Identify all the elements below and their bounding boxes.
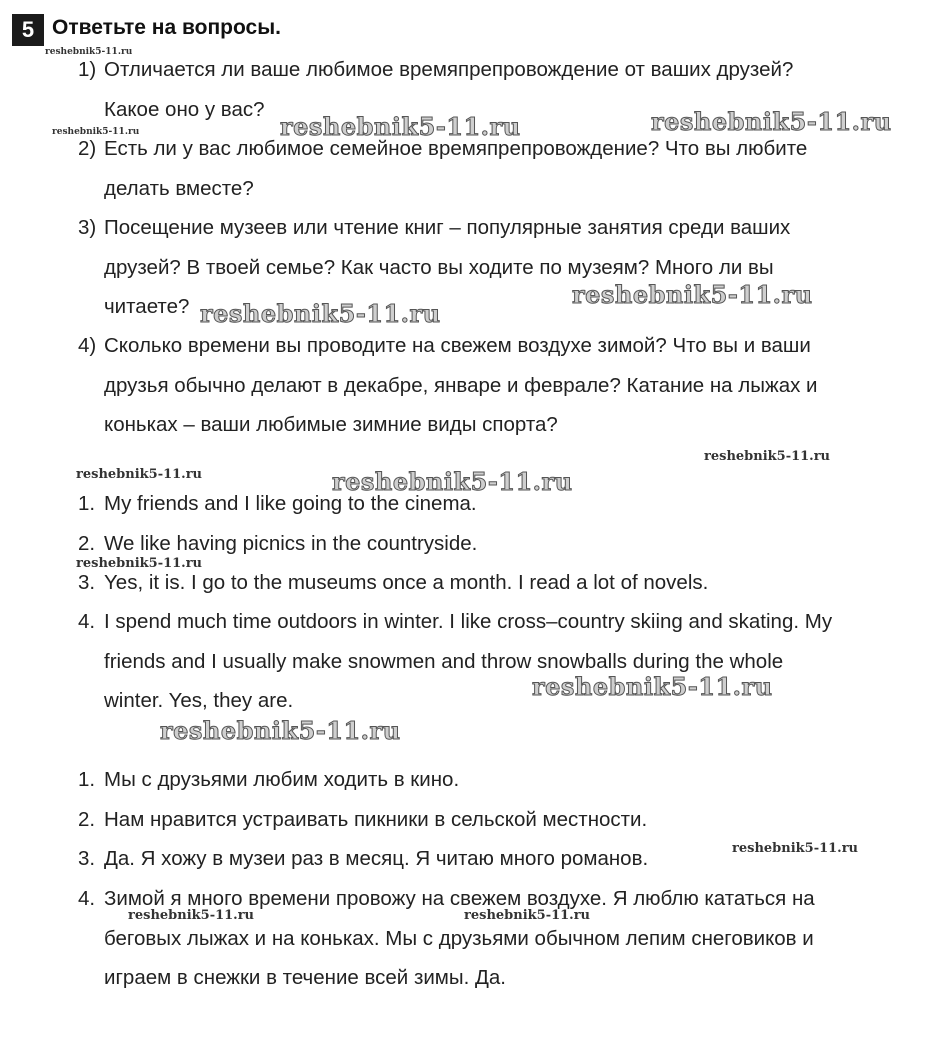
answer-number: 4. xyxy=(78,887,96,910)
watermark: reshebnik5-11.ru xyxy=(572,280,813,309)
watermark: reshebnik5-11.ru xyxy=(160,716,401,745)
watermark: reshebnik5-11.ru xyxy=(651,107,892,136)
watermark: reshebnik5-11.ru xyxy=(732,841,859,856)
answer-text: winter. Yes, they are. xyxy=(104,689,294,712)
answer-text: friends and I usually make snowmen and throw snowballs during the whole xyxy=(104,649,784,673)
watermark: reshebnik5-11.ru xyxy=(280,112,521,141)
watermark: reshebnik5-11.ru xyxy=(532,672,773,701)
answer-number: 2. xyxy=(78,532,96,555)
english-answer-4 xyxy=(78,602,916,721)
english-answer-2 xyxy=(78,524,916,564)
answer-text: My friends and I like going to the cinema. xyxy=(104,492,477,515)
answer-text: Да. Я хожу в музеи раз в месяц. Я читаю много романов. xyxy=(104,847,649,870)
answer-number: 4. xyxy=(78,610,96,633)
answer-number: 1. xyxy=(78,492,96,515)
answer-number: 1. xyxy=(78,768,96,791)
question-text: Сколько времени вы проводите на свежем воздухе зимой? Что вы и ваши xyxy=(104,334,811,357)
question-text: друзей? В твоей семье? Как часто вы ходите по музеям? Много ли вы xyxy=(104,255,774,279)
question-text: Есть ли у вас любимое семейное времяпрепровождение? Что вы любите xyxy=(104,137,808,160)
question-number: 1) xyxy=(78,58,97,81)
question-number: 2) xyxy=(78,137,97,160)
question-text: Посещение музеев или чтение книг – популярные занятия среди ваших xyxy=(104,216,791,239)
question-number: 3) xyxy=(78,216,97,239)
answer-text: Зимой я много времени провожу на свежем воздухе. Я люблю кататься на xyxy=(104,887,815,910)
answer-number: 2. xyxy=(78,808,96,831)
question-text: Какое оно у вас? xyxy=(104,97,265,121)
russian-answer-2 xyxy=(78,800,916,840)
answer-text: Мы с друзьями любим ходить в кино. xyxy=(104,768,460,791)
watermark: reshebnik5-11.ru xyxy=(45,47,133,57)
english-answer-3 xyxy=(78,563,916,603)
answer-text: Нам нравится устраивать пикники в сельской местности. xyxy=(104,808,648,831)
russian-answer-4 xyxy=(78,879,916,998)
watermark: reshebnik5-11.ru xyxy=(464,908,591,923)
question-4 xyxy=(78,326,916,445)
answer-text: I spend much time outdoors in winter. I like cross–country skiing and skating. My xyxy=(104,610,833,633)
answer-text: Yes, it is. I go to the museums once a month. I read a lot of novels. xyxy=(104,571,709,594)
answer-text: We like having picnics in the countryside. xyxy=(104,532,478,555)
task-number-badge: 5 xyxy=(12,14,44,46)
watermark: reshebnik5-11.ru xyxy=(76,556,203,571)
question-text: читаете? xyxy=(104,295,190,318)
question-number: 4) xyxy=(78,334,97,357)
watermark: reshebnik5-11.ru xyxy=(128,908,255,923)
answer-number: 3. xyxy=(78,847,96,870)
watermark: reshebnik5-11.ru xyxy=(76,467,203,482)
watermark: reshebnik5-11.ru xyxy=(200,299,441,328)
task-title: Ответьте на вопросы. xyxy=(52,16,281,39)
question-text: Отличается ли ваше любимое времяпрепровождение от ваших друзей? xyxy=(104,58,794,81)
watermark: reshebnik5-11.ru xyxy=(332,467,573,496)
answer-text: играем в снежки в течение всей зимы. Да. xyxy=(104,966,507,989)
answer-text: беговых лыжах и на коньках. Мы с друзьями обычном лепим снеговиков и xyxy=(104,926,814,950)
question-text: делать вместе? xyxy=(104,176,254,200)
question-text: коньках – ваши любимые зимние виды спорта? xyxy=(104,413,558,436)
russian-answer-1 xyxy=(78,760,916,800)
watermark: reshebnik5-11.ru xyxy=(52,127,140,137)
watermark: reshebnik5-11.ru xyxy=(704,449,831,464)
answer-number: 3. xyxy=(78,571,96,594)
question-text: друзья обычно делают в декабре, январе и феврале? Катание на лыжах и xyxy=(104,373,818,397)
